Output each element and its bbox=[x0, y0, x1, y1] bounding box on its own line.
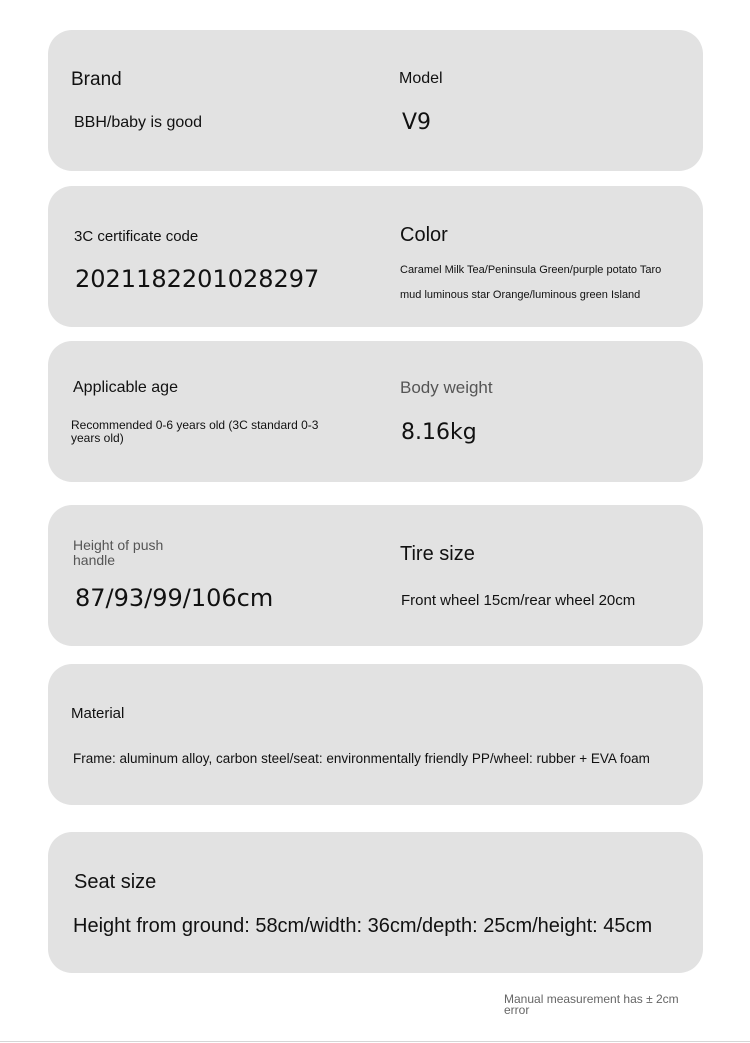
spec-card-age-weight bbox=[48, 341, 703, 482]
bottom-divider bbox=[0, 1041, 750, 1042]
body-weight-label: Body weight bbox=[400, 378, 493, 397]
spec-card-seat-size bbox=[48, 832, 703, 973]
color-value-line-1: Caramel Milk Tea/Peninsula Green/purple potato Taro bbox=[400, 264, 662, 276]
spec-card-material bbox=[48, 664, 703, 805]
age-value: Recommended 0-6 years old (3C standard 0-3 years old) bbox=[71, 418, 319, 445]
measurement-note: Manual measurement has ± 2cm error bbox=[504, 992, 679, 1017]
color-label: Color bbox=[400, 224, 448, 246]
body-weight-value: 8.16kg bbox=[401, 420, 477, 445]
spec-card-brand-model bbox=[48, 30, 703, 171]
spec-card-handle-tire bbox=[48, 505, 703, 646]
age-label: Applicable age bbox=[73, 379, 178, 396]
push-handle-label-line-1: Height of push bbox=[73, 537, 164, 553]
material-value: Frame: aluminum alloy, carbon steel/seat: environmentally friendly PP/wheel: rubber + EVA foam bbox=[73, 751, 650, 766]
brand-value: BBH/baby is good bbox=[74, 114, 203, 131]
material-label: Material bbox=[71, 705, 125, 722]
color-value-line-2: mud luminous star Orange/luminous green Island bbox=[400, 289, 641, 301]
push-handle-value: 87/93/99/106cm bbox=[75, 584, 274, 612]
model-value: V9 bbox=[402, 110, 432, 135]
certificate-label: 3C certificate code bbox=[74, 228, 199, 245]
certificate-value: 2021182201028297 bbox=[75, 265, 320, 293]
spec-card-certificate-color bbox=[48, 186, 703, 327]
brand-label: Brand bbox=[71, 69, 122, 90]
tire-size-label: Tire size bbox=[400, 543, 475, 565]
tire-size-value: Front wheel 15cm/rear wheel 20cm bbox=[401, 592, 636, 609]
seat-size-value: Height from ground: 58cm/width: 36cm/depth: 25cm/height: 45cm bbox=[73, 915, 653, 937]
model-label: Model bbox=[399, 70, 443, 87]
seat-size-label: Seat size bbox=[74, 871, 157, 893]
push-handle-label-line-2: handle bbox=[73, 552, 116, 568]
